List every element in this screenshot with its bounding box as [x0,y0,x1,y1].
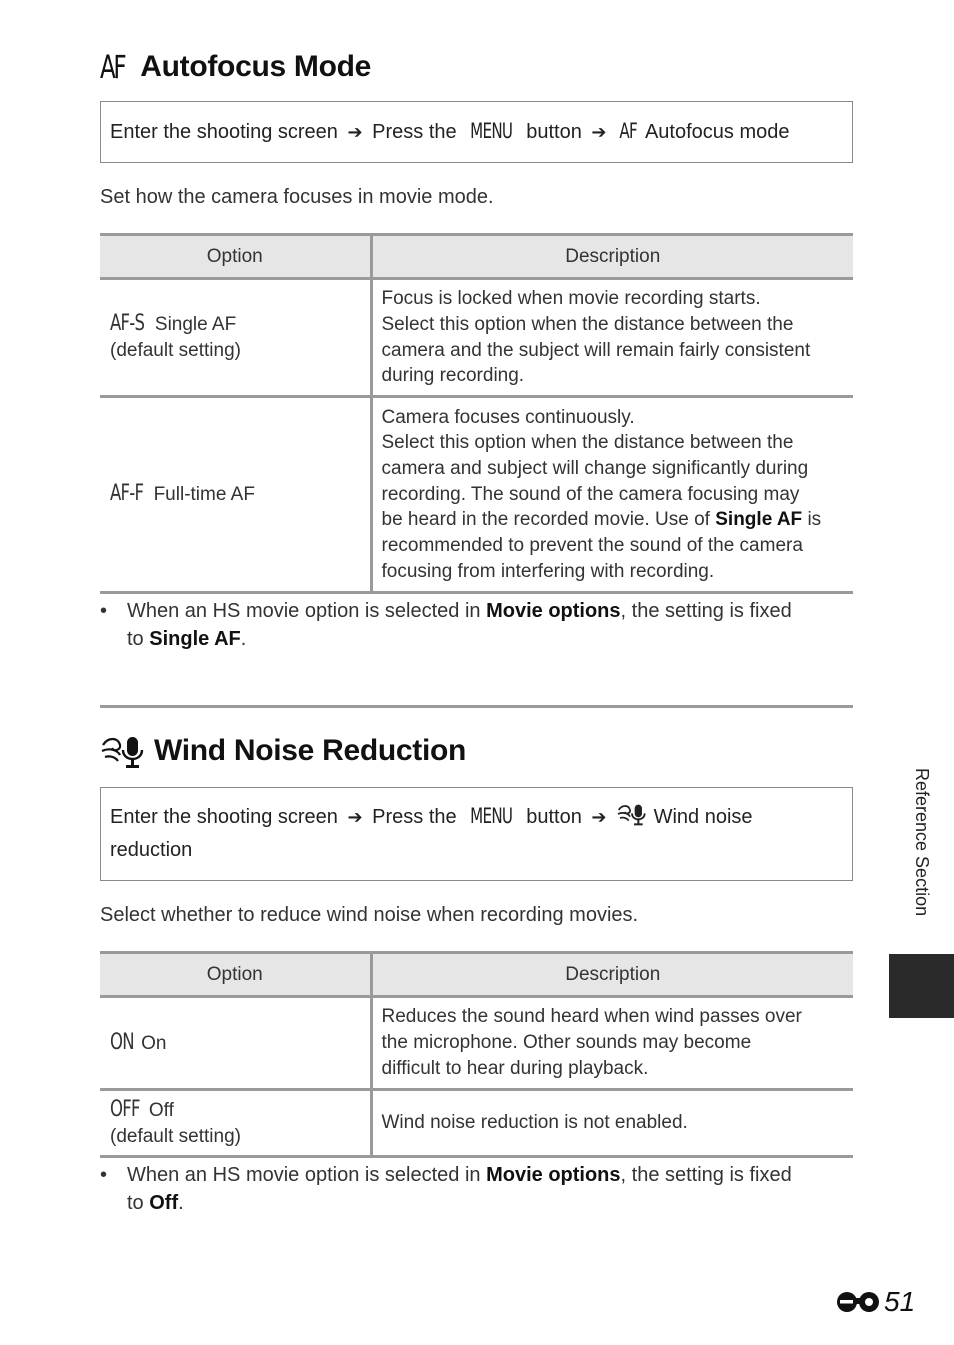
section-intro: Set how the camera focuses in movie mode. [100,186,494,208]
wind-noise-icon [616,802,648,826]
note-text: , the setting is fixed [620,600,792,622]
section-title-wind-noise [100,733,466,769]
desc-line: camera and subject will change significantly during [381,457,809,479]
nav-text: Enter the shooting screen [110,806,338,828]
wind-noise-icon [100,733,146,769]
option-sub: (default setting) [110,1125,241,1147]
description-cell [371,1090,853,1157]
bullet-icon: • [100,1164,108,1186]
af-icon: AF [100,48,125,86]
column-header: Description [371,235,853,279]
column-header: Option [100,235,371,279]
desc-line: Focus is locked when movie recording starts. [381,288,761,310]
page-number [836,1286,915,1318]
options-table [100,951,853,1158]
note-text: to [127,1192,144,1214]
option-cell [100,279,371,397]
note-bullet [100,1161,860,1217]
section-title-text: Wind Noise Reduction [154,734,467,767]
af-f-icon: AF-F [110,481,144,507]
note-text: to [127,628,144,650]
section-title-autofocus [100,48,371,86]
note-text: , the setting is fixed [620,1164,792,1186]
desc-line: Select this option when the distance between the [381,313,794,335]
af-icon: AF [619,119,638,143]
description-cell [371,997,853,1090]
on-icon: ON [110,1029,134,1055]
option-label: On [141,1032,167,1054]
desc-line: Reduces the sound heard when wind passes over [381,1006,802,1028]
af-s-icon: AF-S [110,311,145,337]
desc-line: Select this option when the distance between the [381,432,794,454]
arrow-right-icon: ➔ [347,807,363,828]
note-text: . [178,1192,184,1214]
note-bold: Off [149,1192,179,1214]
options-table [100,233,853,594]
desc-line: focusing from interfering with recording. [381,560,715,582]
section-divider [100,705,853,708]
nav-item: Wind noise [653,806,753,828]
desc-line: difficult to hear during playback. [381,1057,649,1079]
table-row [100,997,853,1090]
nav-text: button [526,806,582,828]
page-number-text: 51 [884,1286,916,1317]
arrow-right-icon: ➔ [591,807,607,828]
option-label: Single AF [154,314,237,336]
description-cell [371,397,853,593]
menu-path-box [100,101,853,163]
option-cell [100,397,371,593]
note-bold: Single AF [149,628,241,650]
arrow-right-icon: ➔ [591,122,607,143]
option-label: Off [148,1099,174,1121]
option-sub: (default setting) [110,340,241,361]
note-bold: Movie options [486,600,621,622]
note-text: When an HS movie option is selected in [127,1164,481,1186]
nav-item: Autofocus mode [644,121,790,143]
desc-line: the microphone. Other sounds may become [381,1032,752,1054]
bullet-icon: • [100,600,108,622]
menu-button-icon: MENU [470,119,513,143]
desc-line: recording. The sound of the camera focusing may [381,483,800,505]
table-row [100,279,853,397]
desc-line: during recording. [381,365,525,387]
option-cell [100,1090,371,1157]
option-label: Full-time AF [153,484,255,506]
desc-line: is [807,509,822,531]
menu-path-box [100,787,853,881]
section-title-text: Autofocus Mode [140,50,372,83]
desc-line: Wind noise reduction is not enabled. [381,1112,688,1134]
nav-item: reduction [110,839,193,861]
nav-text: Press the [372,121,457,143]
nav-text: Press the [372,806,457,828]
nav-text: button [526,121,582,143]
arrow-right-icon: ➔ [347,122,363,143]
description-cell [371,279,853,397]
note-text: . [240,628,247,650]
column-header: Option [100,953,371,997]
note-text: When an HS movie option is selected in [127,600,481,622]
desc-line: camera and the subject will remain fairly consistent [381,339,811,361]
column-header: Description [371,953,853,997]
off-icon: OFF [110,1096,140,1122]
side-section-tab [889,954,954,1018]
desc-bold: Single AF [715,509,803,531]
nav-text: Enter the shooting screen [110,121,338,143]
section-intro: Select whether to reduce wind noise when recording movies. [100,904,639,926]
reference-icon [836,1289,880,1315]
note-bold: Movie options [486,1164,621,1186]
table-row [100,397,853,593]
option-cell [100,997,371,1090]
menu-button-icon: MENU [470,804,513,828]
desc-line: be heard in the recorded movie. Use of [381,509,710,531]
note-bullet [100,597,860,653]
table-row [100,1090,853,1157]
desc-line: recommended to prevent the sound of the camera [381,535,803,557]
side-section-label: Reference Section [912,768,932,917]
desc-line: Camera focuses continuously. [381,406,635,428]
